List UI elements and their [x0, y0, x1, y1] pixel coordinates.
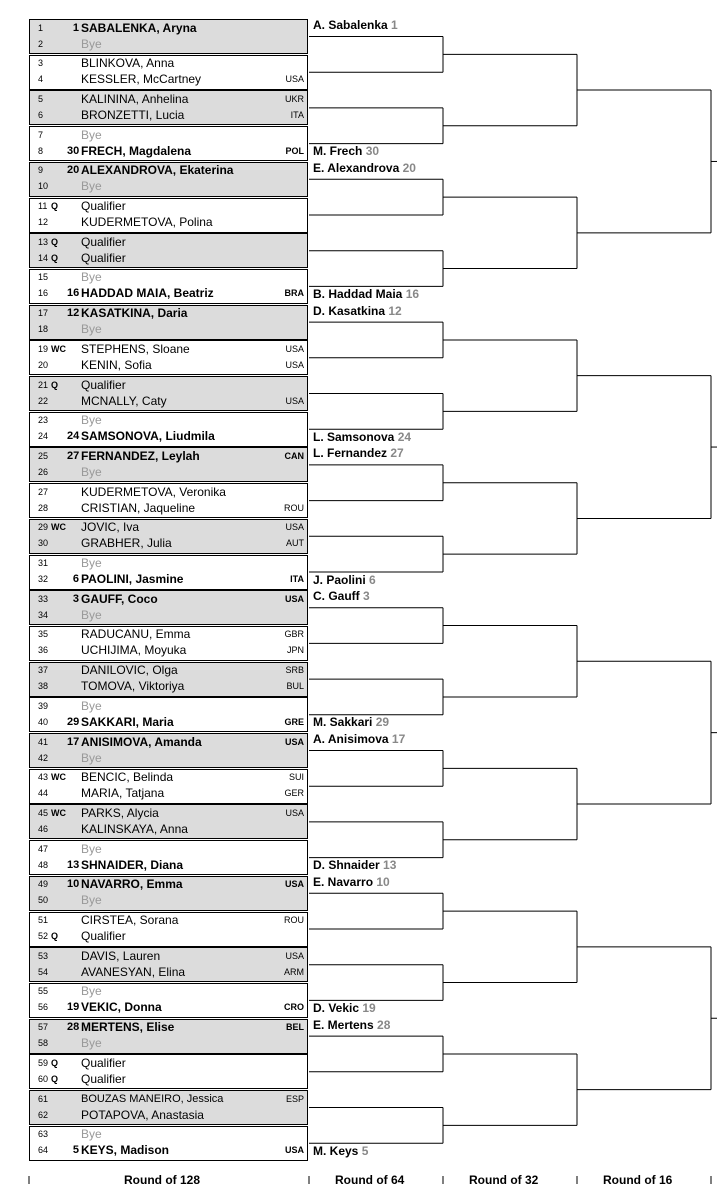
- country-code: USA: [285, 395, 304, 406]
- winner-name: L. Fernandez: [313, 446, 388, 461]
- player-name: Bye: [81, 607, 102, 622]
- country-code: ITA: [290, 574, 304, 584]
- draw-position: 23: [38, 415, 49, 426]
- seed-number: 1: [72, 21, 79, 34]
- winner-seed: 16: [405, 286, 420, 301]
- draw-position: 43: [38, 772, 49, 783]
- round-label-32: Round of 32: [469, 1173, 539, 1187]
- player-name: CIRSTEA, Sorana: [81, 913, 179, 927]
- seed-number: 29: [67, 715, 80, 728]
- winner-seed: 17: [391, 732, 406, 746]
- draw-position: 16: [38, 288, 49, 299]
- draw-position: 60: [38, 1073, 49, 1084]
- round-label-64: Round of 64: [335, 1173, 405, 1187]
- winner-seed: 29: [375, 715, 390, 730]
- draw-position: 45: [38, 807, 49, 818]
- draw-position: 22: [38, 395, 49, 406]
- draw-position: 35: [38, 629, 49, 640]
- winner-seed: 13: [383, 858, 397, 873]
- player-name: FRECH, Magdalena: [81, 143, 192, 158]
- player-name: PAOLINI, Jasmine: [81, 572, 184, 586]
- draw-position: 49: [38, 879, 49, 890]
- player-name: GRABHER, Julia: [81, 536, 172, 551]
- player-name: Bye: [81, 127, 102, 142]
- draw-position: 13: [38, 236, 49, 247]
- draw-position: 53: [38, 950, 49, 961]
- country-code: BEL: [286, 1022, 304, 1033]
- player-name: SAMSONOVA, Liudmila: [81, 429, 215, 444]
- player-name: Bye: [81, 413, 102, 428]
- draw-position: 29: [38, 522, 49, 533]
- player-name: KUDERMETOVA, Veronika: [81, 484, 226, 499]
- draw-position: 63: [38, 1129, 49, 1140]
- country-code: SUI: [288, 772, 304, 783]
- country-code: USA: [284, 593, 304, 604]
- draw-position: 5: [38, 93, 44, 104]
- player-name: Bye: [81, 841, 102, 856]
- draw-position: 19: [38, 343, 49, 354]
- country-code: ROU: [284, 915, 304, 925]
- player-name: Bye: [81, 1127, 102, 1142]
- draw-position: 51: [38, 915, 49, 925]
- entry-status: Q: [51, 201, 59, 211]
- player-name: KALINSKAYA, Anna: [81, 821, 188, 836]
- seed-number: 6: [72, 573, 79, 585]
- player-name: Bye: [81, 322, 102, 337]
- seed-number: 10: [67, 878, 80, 891]
- winner-seed: 1: [391, 18, 398, 32]
- player-name: STEPHENS, Sloane: [81, 341, 190, 356]
- country-code: UKR: [284, 93, 304, 104]
- player-name: Bye: [81, 36, 102, 51]
- winner-seed: 27: [390, 446, 404, 461]
- winner-name: A. Sabalenka: [313, 18, 388, 32]
- draw-position: 32: [38, 574, 49, 584]
- player-name: ALEXANDROVA, Ekaterina: [81, 163, 234, 178]
- winner-seed: 5: [361, 1143, 369, 1158]
- draw-position: 27: [38, 486, 49, 497]
- seed-number: 20: [67, 164, 80, 177]
- draw-position: 44: [38, 788, 49, 799]
- player-name: Bye: [81, 270, 102, 285]
- player-name: DANILOVIC, Olga: [81, 663, 178, 678]
- player-name: JOVIC, Iva: [81, 520, 140, 535]
- winner-name: D. Shnaider: [313, 858, 380, 873]
- player-name: Qualifier: [81, 199, 126, 213]
- draw-position: 30: [38, 538, 49, 549]
- player-name: MCNALLY, Caty: [81, 393, 167, 408]
- draw-position: 4: [38, 74, 44, 85]
- country-code: USA: [284, 1145, 304, 1156]
- country-code: AUT: [286, 538, 304, 549]
- seed-number: 30: [67, 144, 80, 157]
- entry-status: Q: [51, 1057, 59, 1068]
- country-code: CRO: [284, 1002, 304, 1013]
- draw-position: 37: [38, 665, 49, 676]
- winner-seed: 3: [363, 589, 370, 604]
- draw-position: 52: [38, 931, 49, 941]
- player-name: Qualifier: [81, 377, 126, 392]
- country-code: POL: [285, 145, 304, 156]
- player-name: KASATKINA, Daria: [81, 306, 188, 321]
- draw-position: 25: [38, 450, 49, 461]
- draw-position: 3: [38, 58, 44, 69]
- draw-position: 11: [38, 201, 48, 211]
- country-code: JPN: [286, 645, 304, 656]
- round-label-128: Round of 128: [124, 1173, 201, 1187]
- player-name: HADDAD MAIA, Beatriz: [81, 286, 214, 301]
- player-name: Qualifier: [81, 1071, 126, 1086]
- player-name: DAVIS, Lauren: [81, 948, 161, 963]
- draw-position: 26: [38, 466, 49, 477]
- seed-number: 13: [67, 858, 80, 871]
- player-name: Bye: [81, 698, 102, 713]
- winner-seed: 6: [369, 572, 376, 587]
- player-name: UCHIJIMA, Moyuka: [81, 643, 187, 658]
- country-code: USA: [285, 74, 304, 85]
- player-name: Bye: [81, 179, 102, 194]
- player-name: ANISIMOVA, Amanda: [81, 734, 202, 749]
- player-name: MERTENS, Elise: [81, 1020, 175, 1035]
- winner-name: M. Sakkari: [313, 715, 373, 730]
- winner-name: C. Gauff: [313, 589, 360, 604]
- player-name: SHNAIDER, Diana: [81, 857, 184, 872]
- country-code: USA: [285, 359, 304, 370]
- player-name: FERNANDEZ, Leylah: [81, 448, 200, 463]
- winner-name: B. Haddad Maia: [313, 286, 403, 301]
- draw-position: 7: [38, 129, 44, 140]
- winner-seed: 24: [397, 429, 412, 444]
- draw-position: 64: [38, 1145, 49, 1156]
- player-name: BLINKOVA, Anna: [81, 56, 175, 71]
- draw-position: 36: [38, 645, 49, 656]
- player-name: BENCIC, Belinda: [81, 770, 174, 785]
- entry-status: Q: [51, 931, 59, 941]
- player-name: POTAPOVA, Anastasia: [81, 1107, 204, 1122]
- seed-number: 28: [67, 1021, 80, 1034]
- player-name: NAVARRO, Emma: [81, 877, 183, 892]
- draw-position: 1: [38, 22, 44, 33]
- draw-position: 62: [38, 1109, 49, 1120]
- entry-status: WC: [51, 343, 66, 354]
- player-name: KALININA, Anhelina: [81, 91, 189, 106]
- winner-name: A. Anisimova: [313, 732, 389, 746]
- draw-position: 47: [38, 843, 49, 854]
- draw-position: 17: [38, 308, 49, 319]
- seed-number: 3: [72, 592, 79, 605]
- draw-position: 40: [38, 716, 49, 727]
- player-name: GAUFF, Coco: [81, 591, 158, 606]
- entry-status: Q: [51, 1073, 59, 1084]
- draw-position: 10: [38, 181, 49, 192]
- player-name: SAKKARI, Maria: [81, 714, 174, 729]
- player-name: Qualifier: [81, 929, 126, 943]
- draw-position: 38: [38, 681, 49, 692]
- player-name: CRISTIAN, Jaqueline: [81, 500, 196, 515]
- winner-name: E. Navarro: [313, 874, 374, 889]
- country-code: BRA: [284, 288, 304, 299]
- player-name: BOUZAS MANEIRO, Jessica: [81, 1092, 224, 1105]
- player-name: Bye: [81, 893, 102, 908]
- draw-position: 48: [38, 859, 49, 870]
- player-name: Bye: [81, 984, 102, 999]
- winner-name: J. Paolini: [313, 572, 366, 587]
- draw-position: 50: [38, 895, 49, 906]
- draw-position: 18: [38, 324, 49, 335]
- round-label-16: Round of 16: [603, 1173, 673, 1187]
- seed-number: 5: [72, 1144, 79, 1157]
- country-code: USA: [284, 736, 304, 747]
- country-code: USA: [285, 807, 304, 818]
- winner-seed: 19: [362, 1000, 376, 1015]
- country-code: ROU: [284, 502, 304, 513]
- player-name: Qualifier: [81, 1055, 126, 1070]
- draw-position: 61: [38, 1093, 49, 1104]
- draw-position: 24: [38, 431, 49, 442]
- winner-seed: 30: [365, 144, 380, 159]
- country-code: GBR: [284, 629, 304, 640]
- player-name: MARIA, Tatjana: [81, 786, 165, 801]
- entry-status: Q: [51, 379, 59, 390]
- winner-seed: 12: [388, 303, 402, 318]
- draw-position: 42: [38, 752, 49, 763]
- winner-name: M. Frech: [313, 144, 363, 159]
- draw-position: 8: [38, 145, 44, 156]
- draw-position: 6: [38, 109, 44, 120]
- draw-position: 2: [38, 38, 44, 49]
- seed-number: 17: [67, 735, 80, 748]
- country-code: GRE: [284, 716, 304, 727]
- draw-position: 20: [38, 359, 49, 370]
- country-code: USA: [285, 343, 304, 354]
- draw-position: 12: [38, 217, 49, 227]
- draw-position: 9: [38, 165, 44, 176]
- winner-name: E. Alexandrova: [313, 160, 400, 175]
- draw-position: 54: [38, 966, 49, 977]
- draw-position: 28: [38, 502, 49, 513]
- winner-name: L. Samsonova: [313, 429, 395, 444]
- country-code: BUL: [286, 681, 304, 692]
- draw-position: 58: [38, 1038, 49, 1049]
- draw-position: 21: [38, 379, 49, 390]
- draw-position: 39: [38, 700, 49, 711]
- draw-position: 41: [38, 736, 49, 747]
- seed-number: 24: [67, 430, 80, 443]
- seed-number: 12: [67, 307, 80, 320]
- player-name: BRONZETTI, Lucia: [81, 107, 185, 122]
- country-code: ARM: [284, 966, 304, 977]
- country-code: USA: [285, 950, 304, 961]
- country-code: GER: [284, 788, 304, 799]
- draw-position: 31: [38, 558, 49, 568]
- draw-position: 15: [38, 272, 49, 283]
- winner-name: D. Vekic: [313, 1000, 360, 1015]
- player-name: KESSLER, McCartney: [81, 72, 202, 87]
- player-name: KENIN, Sofia: [81, 357, 152, 372]
- player-name: KUDERMETOVA, Polina: [81, 215, 213, 229]
- winner-seed: 10: [376, 874, 390, 889]
- draw-position: 59: [38, 1057, 49, 1068]
- player-name: AVANESYAN, Elina: [81, 964, 186, 979]
- entry-status: WC: [51, 522, 66, 533]
- country-code: CAN: [284, 450, 304, 461]
- country-code: USA: [285, 522, 304, 533]
- draw-position: 14: [38, 252, 49, 263]
- player-name: Qualifier: [81, 250, 126, 265]
- player-name: PARKS, Alycia: [81, 805, 159, 820]
- player-name: TOMOVA, Viktoriya: [81, 679, 185, 694]
- player-name: SABALENKA, Aryna: [81, 20, 197, 35]
- entry-status: Q: [51, 236, 59, 247]
- entry-status: WC: [51, 807, 66, 818]
- country-code: ESP: [285, 1093, 304, 1104]
- player-name: Bye: [81, 556, 102, 570]
- draw-position: 56: [38, 1002, 49, 1013]
- draw-position: 57: [38, 1022, 49, 1033]
- winner-seed: 28: [377, 1017, 391, 1032]
- country-code: USA: [284, 879, 304, 890]
- seed-number: 27: [67, 449, 80, 462]
- winner-name: E. Mertens: [313, 1017, 374, 1032]
- winner-name: M. Keys: [313, 1143, 359, 1158]
- winner-seed: 20: [402, 160, 416, 175]
- draw-position: 33: [38, 593, 49, 604]
- player-name: Bye: [81, 464, 102, 479]
- draw-position: 34: [38, 609, 49, 620]
- seed-number: 16: [67, 287, 80, 300]
- player-name: KEYS, Madison: [81, 1143, 170, 1158]
- entry-status: Q: [51, 252, 59, 263]
- player-name: Bye: [81, 750, 102, 765]
- country-code: SRB: [285, 665, 304, 676]
- entry-status: WC: [51, 772, 66, 783]
- winner-name: D. Kasatkina: [313, 303, 386, 318]
- draw-position: 46: [38, 823, 49, 834]
- player-name: Qualifier: [81, 234, 126, 249]
- country-code: ITA: [290, 109, 304, 120]
- player-name: VEKIC, Donna: [81, 1000, 162, 1015]
- seed-number: 19: [67, 1001, 80, 1014]
- player-name: Bye: [81, 1036, 102, 1051]
- draw-position: 55: [38, 986, 49, 997]
- player-name: RADUCANU, Emma: [81, 627, 191, 642]
